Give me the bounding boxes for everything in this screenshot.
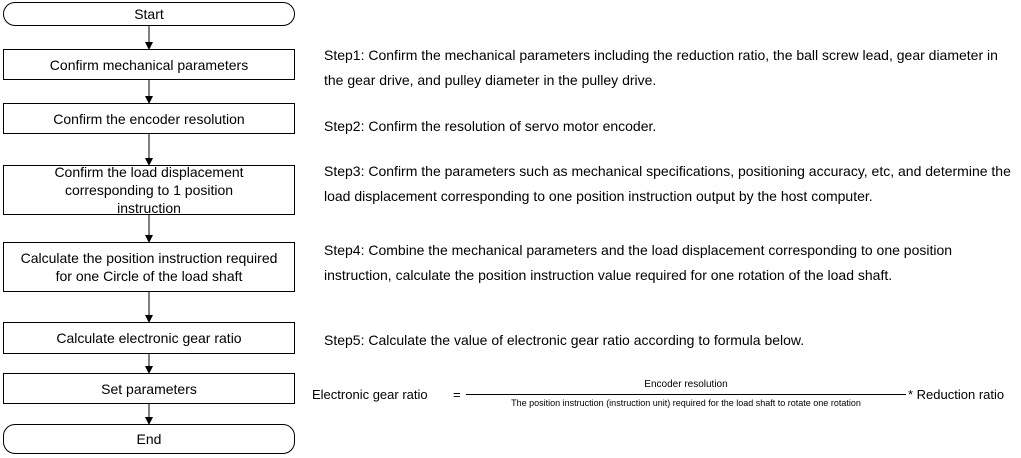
- formula-equals: =: [453, 387, 461, 402]
- flow-step-label: Confirm mechanical parameters: [49, 56, 249, 73]
- start-label: Start: [134, 6, 164, 22]
- end-terminal: [3, 424, 295, 454]
- flow-step-confirm-encoder-resolution: [3, 103, 295, 134]
- flow-step-label: Calculate the position instruction required for one Circle of the load shaft: [20, 250, 278, 284]
- flow-step-label: Confirm the load displacement corresponding to 1 position instruction: [54, 164, 244, 216]
- step-5-description: Step5: Calculate the value of electronic gear ratio according to formula below.: [324, 332, 805, 348]
- step-1-description: Step1: Confirm the mechanical parameters including the reduction ratio, the ball screw lead, gear diameter in the gear drive, and pulley diameter in the pulley drive.: [324, 47, 998, 88]
- step-3-description: Step3: Confirm the parameters such as mechanical specifications, positioning accuracy, etc, and determine the load displacement corresponding to one position instruction output by the host computer.: [324, 163, 1011, 204]
- flow-step-calculate-gear-ratio: [3, 322, 295, 354]
- formula-rhs: * Reduction ratio: [908, 387, 1005, 402]
- flow-step-confirm-load-displacement: [3, 165, 295, 215]
- formula-lhs: Electronic gear ratio: [312, 387, 428, 402]
- gear-ratio-formula: [311, 376, 1015, 416]
- flow-step-confirm-mechanical-parameters: [3, 49, 295, 80]
- flow-step-label: Set parameters: [101, 380, 197, 397]
- step-2-description: Step2: Confirm the resolution of servo motor encoder.: [324, 118, 657, 134]
- flow-step-calculate-position-instruction: [3, 242, 295, 292]
- flow-step-label: Confirm the encoder resolution: [53, 110, 245, 127]
- fraction-bar: [466, 394, 906, 395]
- flow-step-set-parameters: [3, 373, 295, 404]
- step-4-description: Step4: Combine the mechanical parameters and the load displacement corresponding to one position instruction, calculate the position instruction value required for one rotation of the load shaft.: [324, 242, 953, 283]
- formula-numerator: Encoder resolution: [644, 379, 728, 390]
- flow-step-label: Calculate electronic gear ratio: [56, 330, 242, 346]
- formula-denominator: The position instruction (instruction unit) required for the load shaft to rotate one rotation: [511, 398, 861, 408]
- end-label: End: [136, 431, 162, 447]
- start-terminal: [3, 2, 295, 26]
